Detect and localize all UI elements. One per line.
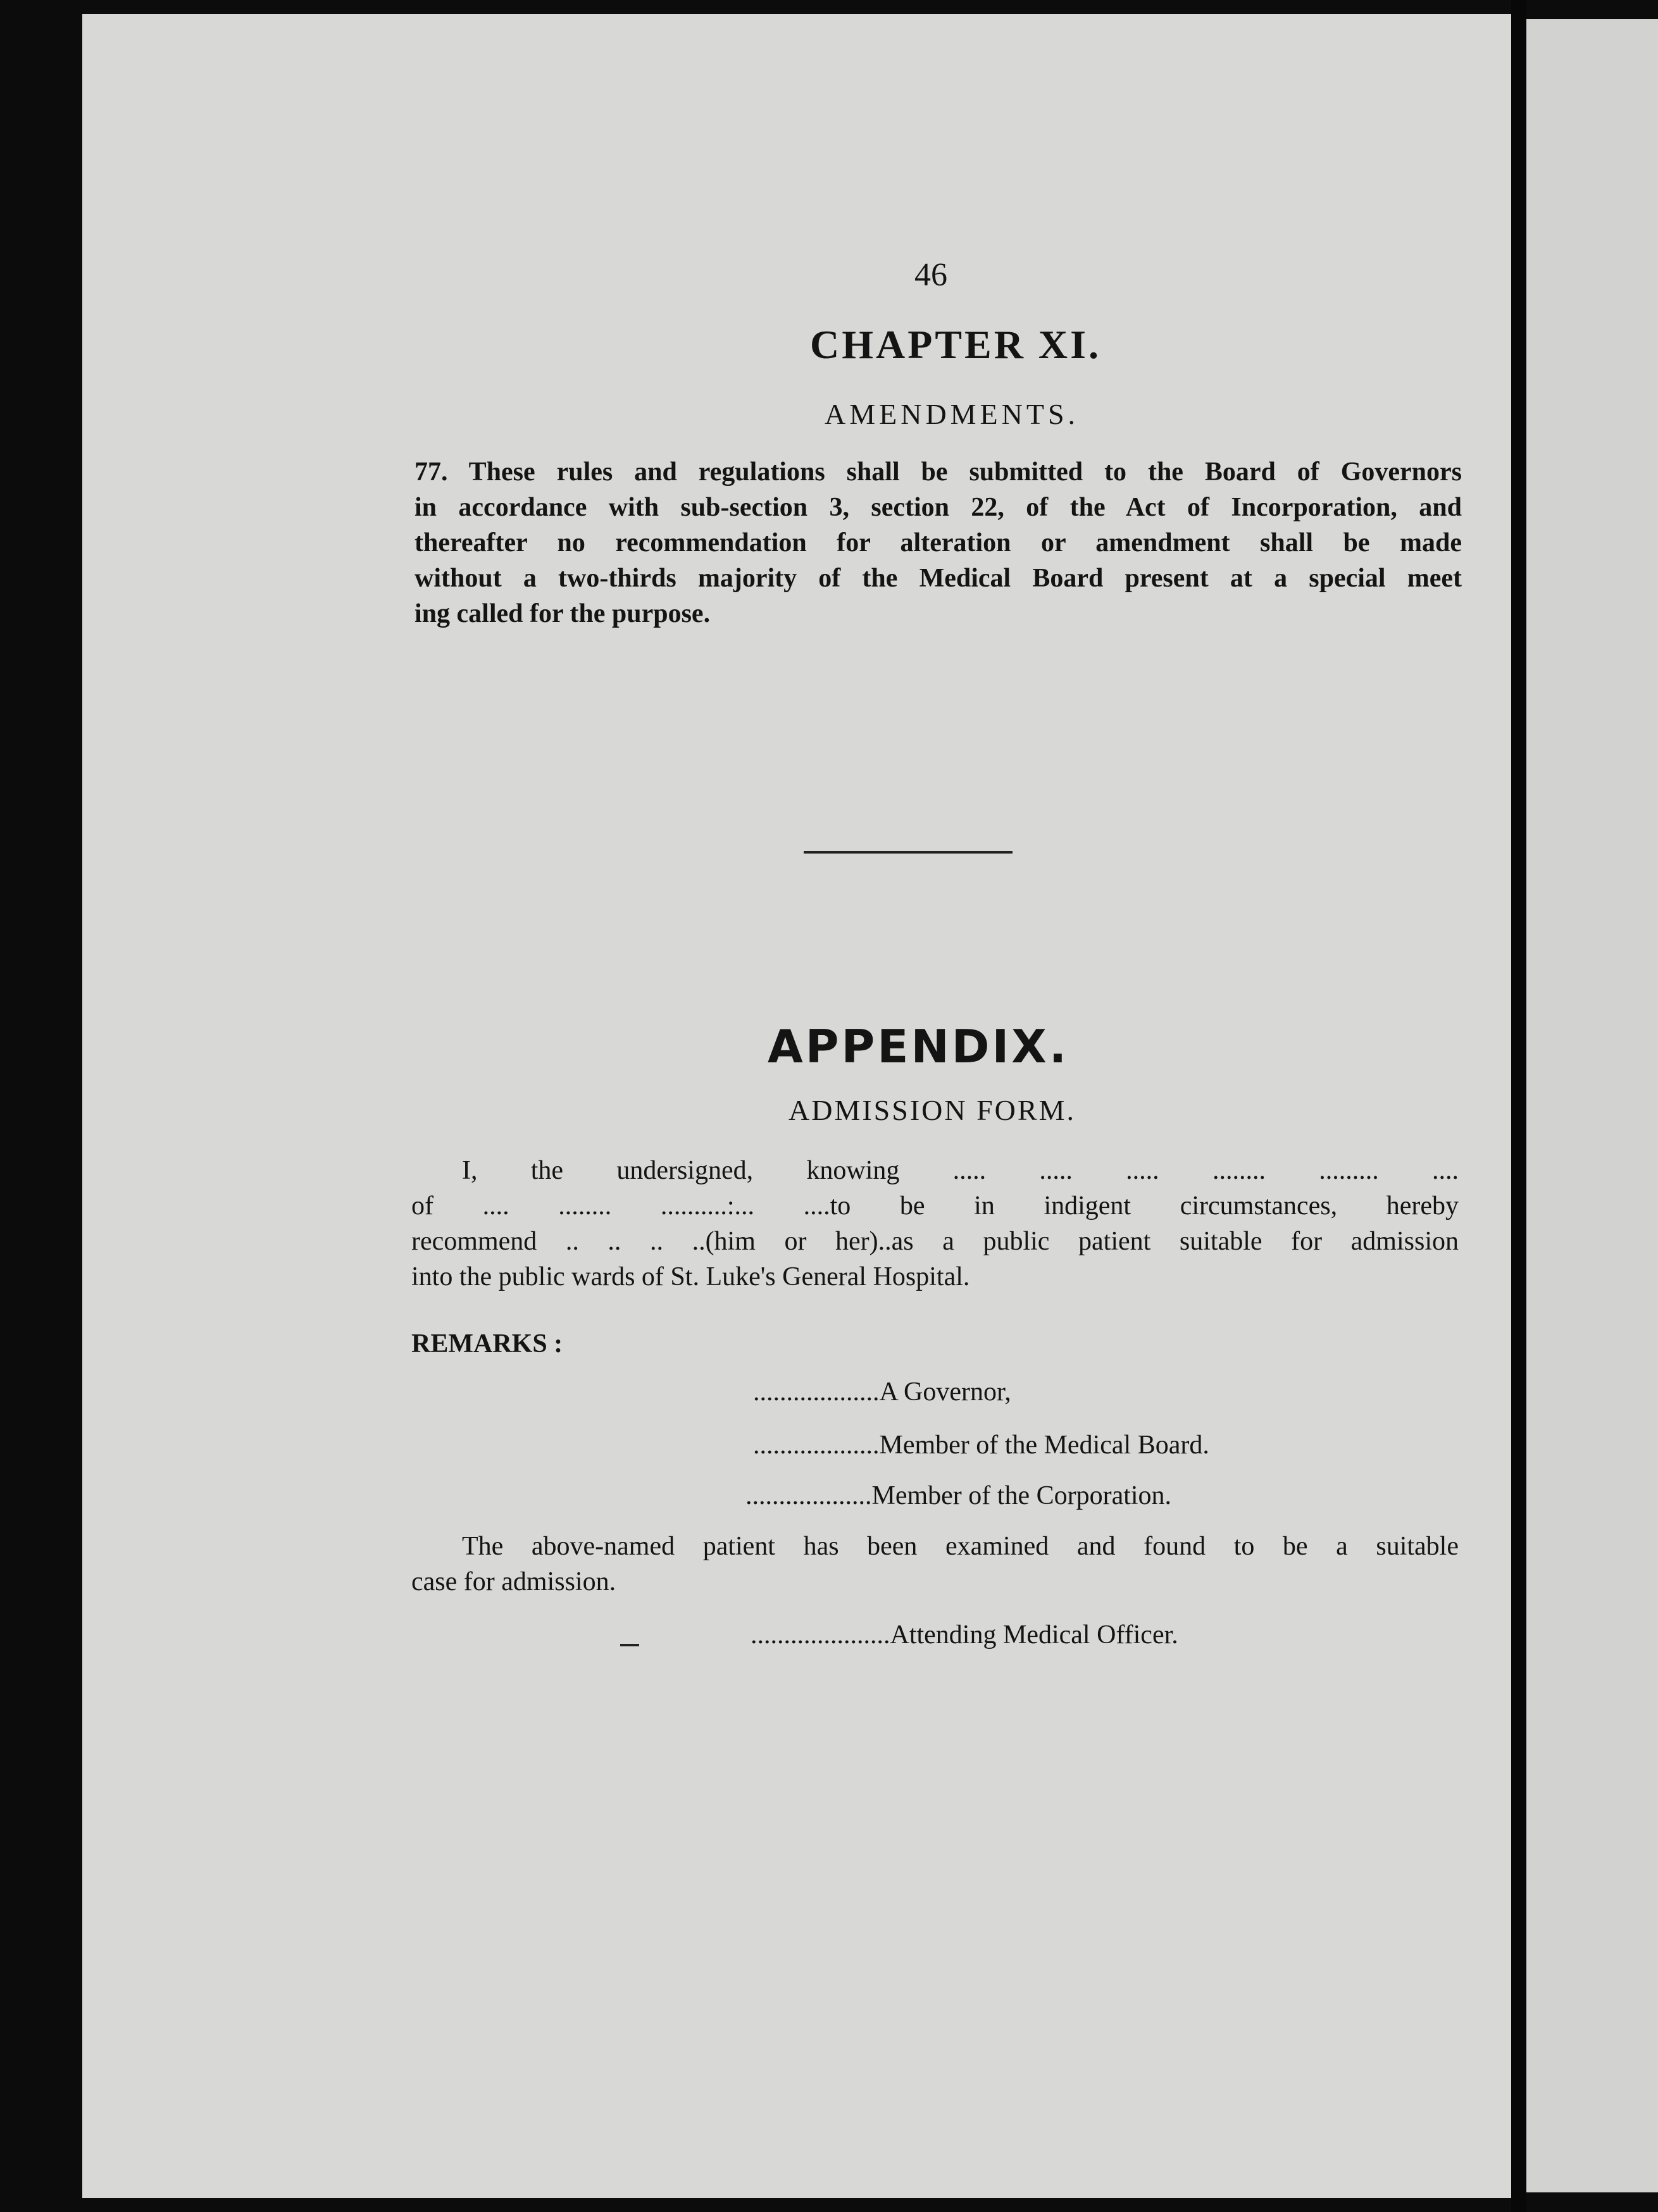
form-line: of .... ........ ..........:... ....to be in indigent circumstances, hereby [411, 1191, 1459, 1221]
binding-gutter [1511, 0, 1526, 2212]
section-divider [804, 851, 1013, 854]
form-line: The above-named patient has been examined and found to be a suitable [462, 1532, 1459, 1561]
examination-paragraph [411, 1529, 1459, 1600]
chapter-heading: CHAPTER XI. [810, 322, 1102, 367]
form-line: I, the undersigned, knowing ..... ..... ..... ........ ......... .... [462, 1156, 1459, 1185]
signature-governor: ...................A Governor, [753, 1377, 1011, 1407]
signature-attending-officer: .....................Attending Medical Officer. [751, 1620, 1178, 1650]
paragraph-line: 77. These rules and regulations shall be submitted to the Board of Governors [414, 457, 1462, 487]
signature-medical-board: ...................Member of the Medical Board. [753, 1431, 1209, 1460]
rule-77-paragraph [414, 454, 1462, 631]
page-number: 46 [914, 257, 947, 293]
form-line: recommend .. .. .. ..(him or her)..as a public patient suitable for admission [411, 1227, 1459, 1256]
form-line: into the public wards of St. Luke's General Hospital. [411, 1262, 970, 1291]
chapter-subheading: AMENDMENTS. [825, 398, 1080, 430]
remarks-label: REMARKS : [411, 1329, 563, 1358]
appendix-heading: APPENDIX. [768, 1020, 1069, 1073]
signature-corporation: ...................Member of the Corporation. [745, 1481, 1172, 1510]
admission-form-paragraph [411, 1153, 1459, 1295]
form-line: case for admission. [411, 1567, 616, 1596]
dash-mark [620, 1644, 639, 1646]
adjacent-page-edge [1525, 19, 1658, 2192]
paragraph-line: thereafter no recommendation for alteration or amendment shall be made [414, 528, 1462, 557]
paragraph-line: without a two-thirds majority of the Medical Board present at a special meet [414, 564, 1462, 593]
paragraph-line: ing called for the purpose. [414, 599, 711, 628]
form-title: ADMISSION FORM. [788, 1094, 1076, 1126]
paragraph-line: in accordance with sub-section 3, section 22, of the Act of Incorporation, and [414, 493, 1462, 522]
